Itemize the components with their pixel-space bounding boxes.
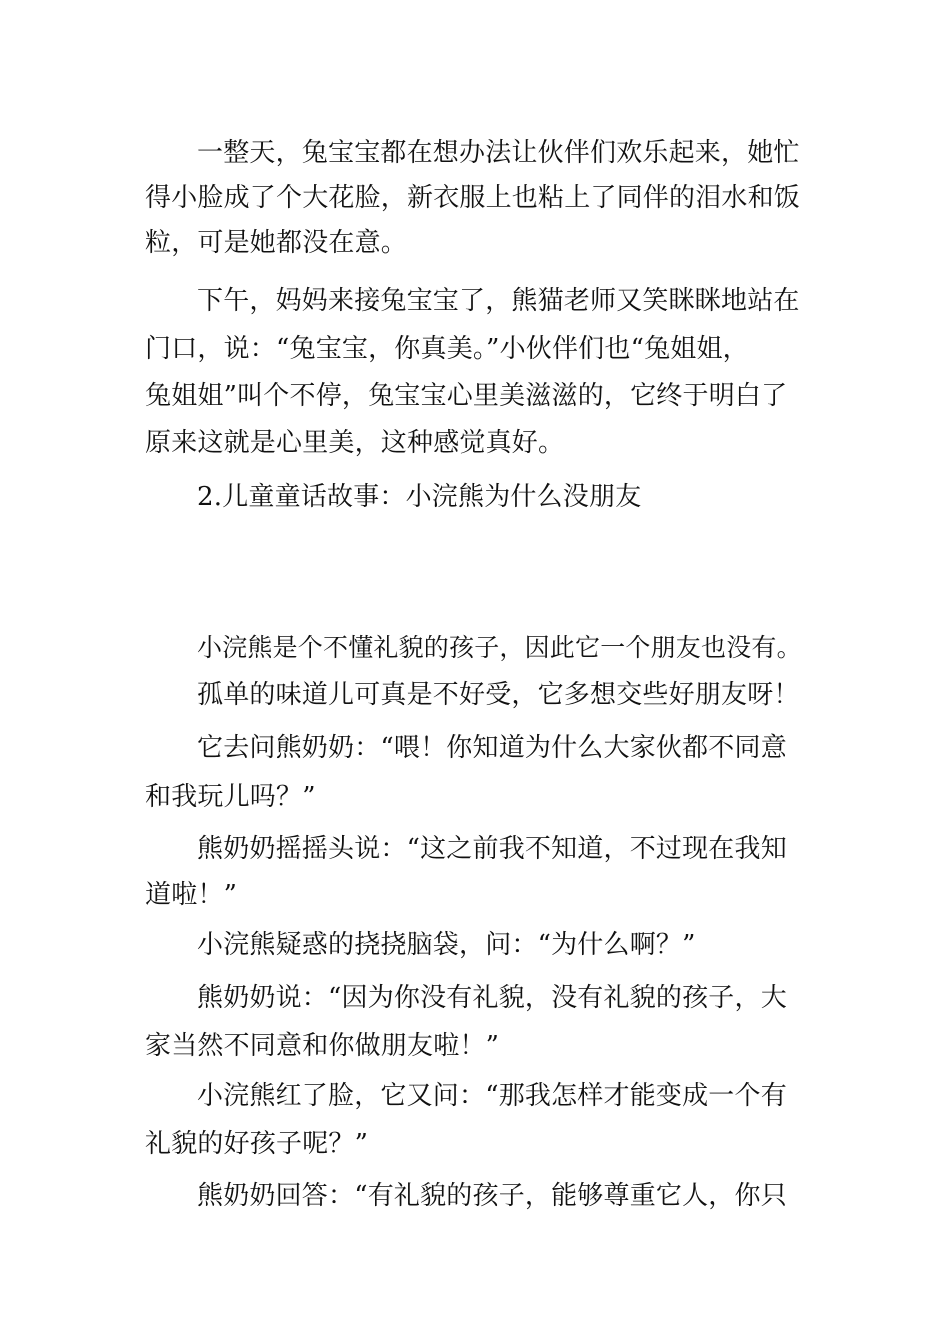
text-line: 小浣熊红了脸，它又问：“那我怎样才能变成一个有 [197,1081,787,1111]
text-line: 兔姐姐”叫个不停，兔宝宝心里美滋滋的，它终于明白了 [145,381,788,411]
text-line: 道啦！” [145,880,238,910]
text-line: 熊奶奶说：“因为你没有礼貌，没有礼貌的孩子，大 [197,983,787,1013]
text-line: 小浣熊是个不懂礼貌的孩子，因此它一个朋友也没有。 [197,633,802,662]
text-line: 它去问熊奶奶：“喂！你知道为什么大家伙都不同意 [197,733,787,763]
text-line: 孤单的味道儿可真是不好受，它多想交些好朋友呀！ [197,680,800,710]
text-line: 门口，说：“兔宝宝，你真美。”小伙伴们也“兔姐姐， [145,334,749,364]
text-line: 礼貌的好孩子呢？” [145,1129,369,1159]
text-line: 原来这就是心里美，这种感觉真好。 [145,428,565,458]
text-line: 熊奶奶摇摇头说：“这之前我不知道，不过现在我知 [197,834,787,864]
text-line: 得小脸成了个大花脸，新衣服上也粘上了同伴的泪水和饭 [145,183,801,213]
text-line: 家当然不同意和你做朋友啦！” [145,1031,500,1061]
text-line: 熊奶奶回答：“有礼貌的孩子，能够尊重它人，你只 [197,1181,787,1211]
text-line: 一整天，兔宝宝都在想办法让伙伴们欢乐起来，她忙 [197,138,800,168]
section-heading: 2.儿童童话故事：小浣熊为什么没朋友 [197,482,642,512]
text-line: 和我玩儿吗？” [145,782,316,812]
text-line: 粒，可是她都没在意。 [145,228,408,258]
text-line: 小浣熊疑惑的挠挠脑袋，问：“为什么啊？” [197,930,696,960]
text-line: 下午，妈妈来接兔宝宝了，熊猫老师又笑眯眯地站在 [197,286,800,316]
